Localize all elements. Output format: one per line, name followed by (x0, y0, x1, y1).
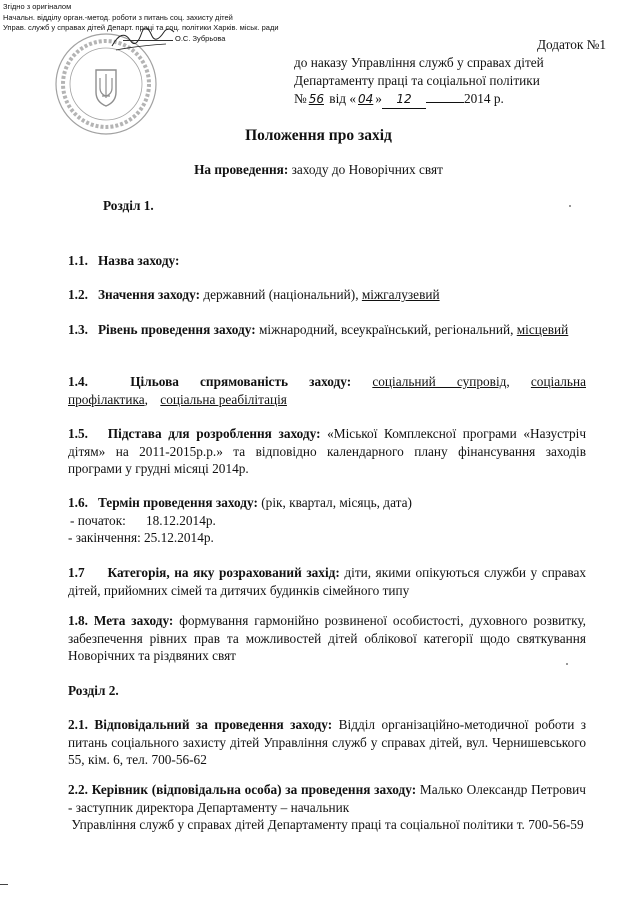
order-blank (426, 102, 464, 103)
cert-line-3: Управ. служб у справах дітей Департ. праці та соц. політики Харків. міськ. ради (3, 23, 279, 32)
item-1-7-label: Категорія, на яку розрахований захід: (107, 565, 340, 580)
appendix-order-line (294, 90, 614, 109)
item-1-8-text: формування гармонійно розвиненої особистості, духовного розвитку, забезпечення рівних прав та можливостей дітей облікової категорії щодо святкування Новорічних та різдвяних свят (68, 613, 586, 663)
item-1-2-underlined: міжгалузевий (361, 287, 440, 302)
item-1-8-label: Мета заходу: (93, 613, 174, 628)
purpose-label: На проведення: (194, 162, 289, 177)
order-month: 12 (396, 92, 412, 106)
item-2-1 (68, 716, 586, 769)
document-title: Положення про захід (245, 127, 392, 144)
item-2-1-num: 2.1. (68, 717, 88, 732)
item-1-5-num: 1.5. (68, 426, 88, 441)
appendix-line-1: до наказу Управління служб у справах дітей (294, 55, 544, 70)
cert-signer: О.С. Зубрьова (175, 33, 226, 43)
cert-line-1: Згідно з оригіналом (3, 2, 72, 11)
scan-speck (566, 663, 568, 665)
item-1-1-label: Назва заходу: (97, 253, 180, 268)
section-2-heading: Розділ 2. (68, 683, 119, 698)
item-1-6-label: Термін проведення заходу: (97, 495, 258, 510)
date-close: » (375, 91, 382, 106)
item-2-2 (68, 781, 586, 834)
item-2-2-text-2: Управління служб у справах дітей Департаменту праці та соціальної політики т. 700-56-59 (71, 817, 584, 832)
item-1-6 (68, 494, 586, 547)
item-1-4-sep2: , (144, 391, 148, 407)
purpose-line (0, 162, 637, 178)
order-day: 04 (358, 92, 374, 106)
item-1-5 (68, 425, 586, 478)
order-no-prefix: № (294, 91, 307, 106)
end-label: - закінчення: (68, 530, 141, 545)
item-1-2 (68, 286, 586, 304)
item-1-4-u2: соціальна профілактика (68, 374, 586, 407)
end-date: 25.12.2014р. (144, 530, 214, 545)
item-1-4-num: 1.4. (68, 374, 88, 389)
item-2-2-num: 2.2. (68, 782, 88, 797)
signature-icon (108, 24, 178, 54)
item-1-3-text: міжнародний, всеукраїнський, регіональний, (258, 322, 514, 337)
item-1-3 (68, 321, 586, 339)
appendix-title: Додаток №1 (536, 37, 606, 52)
item-1-6-text: (рік, квартал, місяць, дата) (261, 495, 412, 510)
appendix-block (294, 36, 614, 109)
item-1-4 (68, 373, 586, 408)
item-1-5-label: Підстава для розроблення заходу: (107, 426, 321, 441)
item-1-4-label: Цільова спрямованість заходу: (130, 374, 352, 389)
item-1-8 (68, 612, 586, 665)
scan-speck (569, 205, 571, 207)
appendix-line-2: Департаменту праці та соціальної політики (294, 73, 540, 88)
start-label: - початок: (70, 512, 126, 528)
item-1-4-u1: соціальний супровід (372, 374, 507, 389)
item-2-2-text-1: Малько Олександр Петрович - заступник директора Департаменту – начальник (68, 782, 586, 815)
purpose-text: заходу до Новорічних свят (291, 162, 443, 177)
section-1-heading: Розділ 1. (103, 198, 154, 213)
item-1-6-num: 1.6. (68, 495, 88, 510)
order-month-field (382, 90, 426, 109)
item-1-3-underlined: місцевий (516, 322, 569, 337)
item-1-4-sep1: , (506, 374, 510, 389)
order-year: 2014 р. (463, 91, 504, 106)
item-1-1 (68, 252, 586, 270)
start-date: 18.12.2014р. (146, 512, 216, 528)
item-1-2-label: Значення заходу: (97, 287, 201, 302)
item-2-1-text: Відділ організаційно-методичної роботи з питань соціального захисту дітей Управління служб у справах дітей, вул. Чернишевського 55, кім. 6, тел. 700-56-62 (68, 717, 587, 767)
item-1-2-text: державний (національний), (203, 287, 359, 302)
date-from: від « (329, 91, 357, 106)
item-1-7-text: діти, якими опікуються служби у справах дітей, прийомних сімей та дитячих будинків сімейного типу (68, 565, 587, 598)
item-2-2-label: Керівник (відповідальна особа) за проведення заходу: (91, 782, 417, 797)
item-1-8-num: 1.8. (68, 613, 88, 628)
item-1-3-num: 1.3. (68, 322, 88, 337)
item-1-7-num: 1.7 (68, 565, 85, 580)
cert-line-2: Начальн. відділу орган.-метод. роботи з питань соц. захисту дітей (3, 12, 233, 22)
item-1-5-text: «Міської Комплексної програми «Назустріч дітям» на 2011-2015р.р.» та відповідно календарного плану фінансування заходів програми у грудні місяці 2014р. (68, 426, 587, 476)
item-1-3-label: Рівень проведення заходу: (97, 322, 256, 337)
item-1-7 (68, 564, 586, 599)
item-1-4-u3: соціальна реабілітація (160, 391, 287, 407)
item-1-2-num: 1.2. (68, 287, 88, 302)
item-2-1-label: Відповідальний за проведення заходу: (94, 717, 333, 732)
order-number: 56 (308, 92, 324, 106)
item-1-1-num: 1.1. (68, 253, 88, 268)
scan-edge-mark (0, 884, 8, 885)
